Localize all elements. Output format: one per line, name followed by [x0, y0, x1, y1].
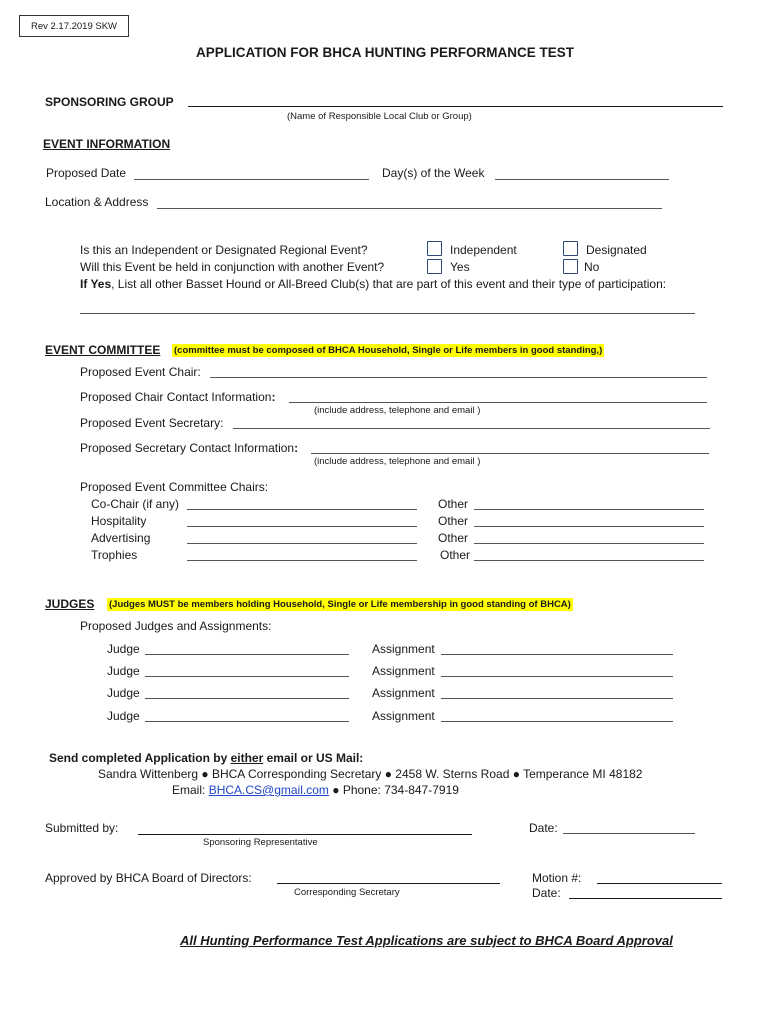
- if-yes-instruction: [80, 277, 666, 291]
- advertising-field[interactable]: [187, 543, 417, 544]
- event-secretary-label: Proposed Event Secretary:: [80, 416, 224, 430]
- assignment-label-4: Assignment: [372, 709, 435, 723]
- date-label-1: Date:: [529, 821, 558, 835]
- location-label: Location & Address: [45, 195, 149, 209]
- corresponding-secretary-caption: Corresponding Secretary: [294, 887, 400, 898]
- assignment-field-4[interactable]: [441, 721, 673, 722]
- cochair-label: Co-Chair (if any): [91, 497, 180, 511]
- other-label-1: Other: [438, 497, 469, 511]
- other-clubs-field[interactable]: [80, 313, 695, 314]
- sponsoring-group-hint: (Name of Responsible Local Club or Group): [287, 111, 472, 122]
- email-link[interactable]: BHCA.CS@gmail.com: [208, 783, 329, 797]
- chair-contact-field[interactable]: [289, 402, 707, 403]
- yes-checkbox[interactable]: [427, 259, 442, 274]
- judges-note: (Judges MUST be members holding Household, Single or Life membership in good standing of BHCA): [109, 599, 571, 610]
- contact-line: Email: BHCA.CS@gmail.com ● Phone: 734-847-7919: [172, 783, 459, 797]
- if-yes-bold: If Yes: [80, 277, 112, 291]
- event-chair-field[interactable]: [210, 377, 707, 378]
- judges-assignments-label: Proposed Judges and Assignments:: [80, 619, 272, 633]
- cochair-field[interactable]: [187, 509, 417, 510]
- trophies-label: Trophies: [91, 548, 138, 562]
- approved-by-field[interactable]: [277, 883, 500, 884]
- if-yes-rest: , List all other Basset Hound or All-Breed Club(s) that are part of this event and their type of participation:: [111, 277, 667, 291]
- days-of-week-label: Day(s) of the Week: [382, 166, 485, 180]
- judge-field-3[interactable]: [145, 698, 349, 699]
- event-committee-heading: EVENT COMMITTEE: [45, 343, 161, 357]
- other-field-4[interactable]: [474, 560, 704, 561]
- yes-label: Yes: [450, 260, 470, 274]
- hospitality-label: Hospitality: [91, 514, 147, 528]
- designated-label: Designated: [586, 243, 647, 257]
- secretary-contact-label: Proposed Secretary Contact Information:: [80, 441, 299, 455]
- advertising-label: Advertising: [91, 531, 151, 545]
- assignment-field-1[interactable]: [441, 654, 673, 655]
- judge-field-2[interactable]: [145, 676, 349, 677]
- judge-label-4: Judge: [107, 709, 140, 723]
- location-field[interactable]: [157, 208, 662, 209]
- other-label-2: Other: [438, 514, 469, 528]
- submitted-by-label: Submitted by:: [45, 821, 119, 835]
- assignment-label-3: Assignment: [372, 686, 435, 700]
- approved-by-label: Approved by BHCA Board of Directors:: [45, 871, 252, 885]
- chair-contact-label: Proposed Chair Contact Information:: [80, 390, 276, 404]
- independent-label: Independent: [450, 243, 517, 257]
- judge-field-4[interactable]: [145, 721, 349, 722]
- days-of-week-field[interactable]: [495, 179, 669, 180]
- secretary-contact-hint: (include address, telephone and email ): [314, 456, 481, 467]
- regional-question: Is this an Independent or Designated Regional Event?: [80, 243, 368, 257]
- date-label-2: Date:: [532, 886, 561, 900]
- date-field-2[interactable]: [569, 898, 722, 899]
- independent-checkbox[interactable]: [427, 241, 442, 256]
- event-chair-label: Proposed Event Chair:: [80, 365, 201, 379]
- submitted-by-field[interactable]: [138, 834, 472, 835]
- send-instructions: Send completed Application by either email or US Mail:: [49, 751, 364, 765]
- judge-label-3: Judge: [107, 686, 140, 700]
- sponsoring-group-label: SPONSORING GROUP: [45, 95, 174, 109]
- judges-heading: JUDGES: [45, 597, 95, 611]
- motion-field[interactable]: [597, 883, 722, 884]
- revision-label: Rev 2.17.2019 SKW: [19, 15, 129, 37]
- chair-contact-hint: (include address, telephone and email ): [314, 405, 481, 416]
- committee-chairs-label: Proposed Event Committee Chairs:: [80, 480, 269, 494]
- motion-label: Motion #:: [532, 871, 582, 885]
- proposed-date-label: Proposed Date: [46, 166, 127, 180]
- other-field-1[interactable]: [474, 509, 704, 510]
- assignment-label-1: Assignment: [372, 642, 435, 656]
- proposed-date-field[interactable]: [134, 179, 369, 180]
- sponsoring-group-field[interactable]: [188, 106, 723, 107]
- other-field-3[interactable]: [474, 543, 704, 544]
- event-secretary-field[interactable]: [233, 428, 710, 429]
- assignment-label-2: Assignment: [372, 664, 435, 678]
- judge-label-2: Judge: [107, 664, 140, 678]
- approval-notice: All Hunting Performance Test Applications are subject to BHCA Board Approval: [180, 933, 673, 948]
- other-label-4: Other: [440, 548, 471, 562]
- assignment-field-3[interactable]: [441, 698, 673, 699]
- assignment-field-2[interactable]: [441, 676, 673, 677]
- no-label: No: [584, 260, 600, 274]
- secretary-contact-field[interactable]: [311, 453, 709, 454]
- other-label-3: Other: [438, 531, 469, 545]
- other-field-2[interactable]: [474, 526, 704, 527]
- designated-checkbox[interactable]: [563, 241, 578, 256]
- no-checkbox[interactable]: [563, 259, 578, 274]
- hospitality-field[interactable]: [187, 526, 417, 527]
- date-field-1[interactable]: [563, 833, 695, 834]
- conjunction-question: Will this Event be held in conjunction with another Event?: [80, 260, 385, 274]
- judge-label-1: Judge: [107, 642, 140, 656]
- event-information-heading: EVENT INFORMATION: [43, 137, 171, 151]
- sponsoring-rep-caption: Sponsoring Representative: [203, 837, 318, 848]
- committee-note: (committee must be composed of BHCA Household, Single or Life members in good standing,): [174, 345, 603, 356]
- secretary-address: Sandra Wittenberg ● BHCA Corresponding Secretary ● 2458 W. Sterns Road ● Temperance MI 48182: [98, 767, 643, 781]
- trophies-field[interactable]: [187, 560, 417, 561]
- page-title: APPLICATION FOR BHCA HUNTING PERFORMANCE TEST: [196, 45, 574, 60]
- judge-field-1[interactable]: [145, 654, 349, 655]
